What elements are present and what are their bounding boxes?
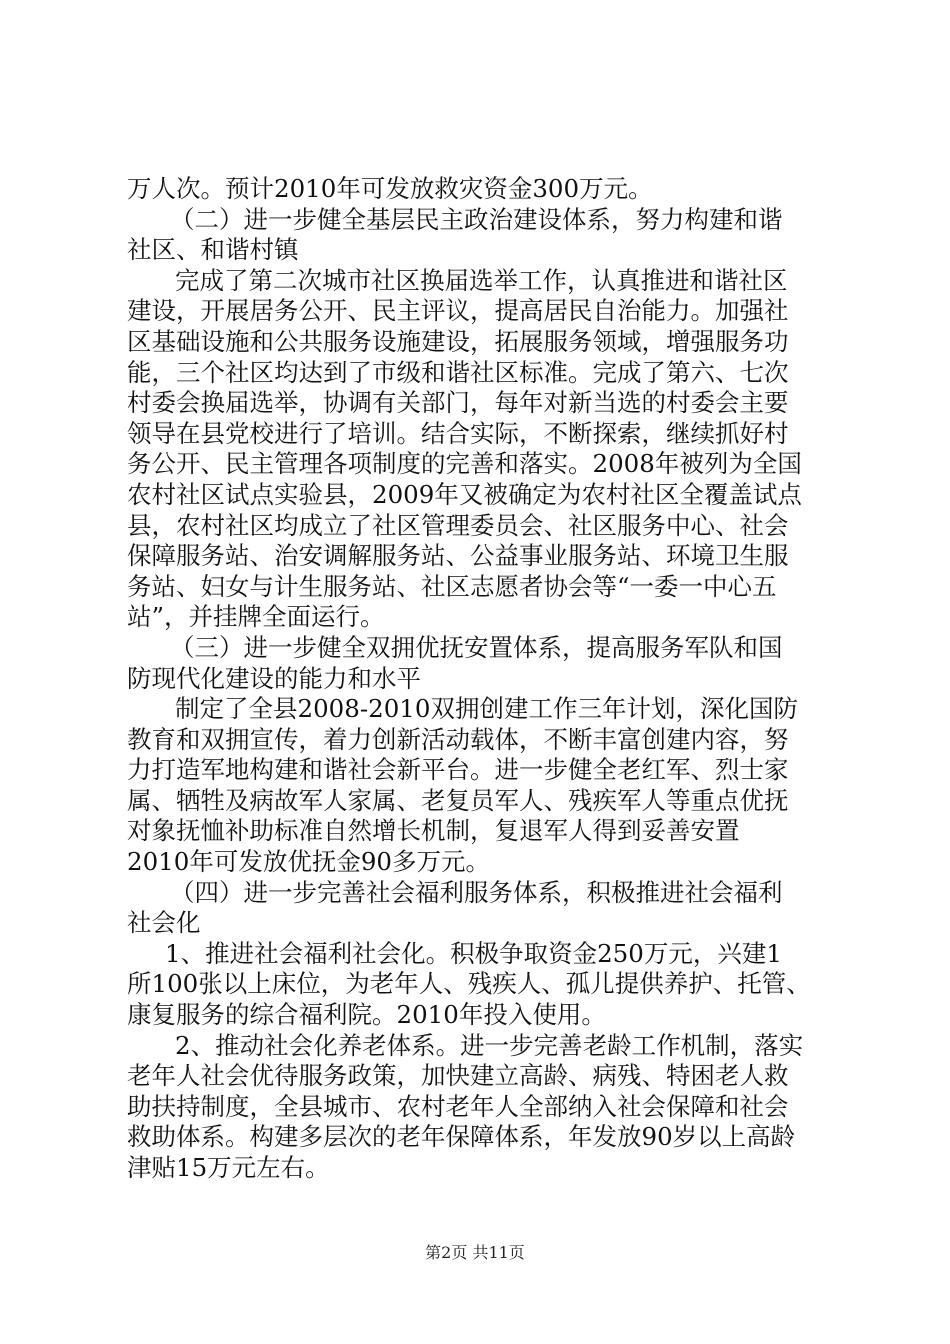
section-heading: （四）进一步完善社会福利服务体系，积极推进社会福利: [170, 878, 783, 907]
section-heading: （三）进一步健全双拥优抚安置体系，提高服务军队和国: [170, 633, 783, 662]
text-line: 保障服务站、治安调解服务站、公益事业服务站、环境卫生服: [127, 541, 789, 570]
text-line: 务站、妇女与计生服务站、社区志愿者协会等“一委一中心五: [127, 572, 777, 601]
text-line: 领导在县党校进行了培训。结合实际，不断探索，继续抓好村: [127, 419, 789, 448]
text-line: 区基础设施和公共服务设施建设，拓展服务领域，增强服务功: [127, 327, 789, 356]
text-line: 完成了第二次城市社区换届选举工作，认真推进和谐社区: [175, 266, 788, 295]
text-line: 2010年可发放优抚金90多万元。: [127, 847, 491, 876]
page-number-footer: 第2页 共11页: [425, 1243, 525, 1262]
text-line: 属、牺牲及病故军人家属、老复员军人、残疾军人等重点优抚: [127, 786, 789, 815]
section-heading: （二）进一步健全基层民主政治建设体系，努力构建和谐: [170, 205, 783, 234]
text-line: 能，三个社区均达到了市级和谐社区标准。完成了第六、七次: [127, 358, 789, 387]
text-line: 老年人社会优待服务政策，加快建立高龄、病残、特困老人救: [127, 1061, 789, 1090]
text-line: 所100张以上床位，为老年人、残疾人、孤儿提供养护、托管、: [127, 969, 811, 998]
text-line: 万人次。预计2010年可发放救灾资金300万元。: [127, 174, 653, 203]
text-line: 农村社区试点实验县，2009年又被确定为农村社区全覆盖试点: [127, 480, 802, 509]
text-line: 救助体系。构建多层次的老年保障体系，年发放90岁以上高龄: [127, 1122, 796, 1151]
text-line: 康复服务的综合福利院。2010年投入使用。: [127, 1000, 606, 1029]
text-line: 2、推动社会化养老体系。进一步完善老龄工作机制，落实: [175, 1031, 804, 1060]
text-line: 津贴15万元左右。: [127, 1153, 330, 1182]
text-line: 力打造军地构建和谐社会新平台。进一步健全老红军、烈士家: [127, 755, 789, 784]
text-line: 教育和双拥宣传，着力创新活动载体，不断丰富创建内容，努: [127, 725, 789, 754]
text-line: 建设，开展居务公开、民主评议，提高居民自治能力。加强社: [127, 296, 789, 325]
text-line: 村委会换届选举，协调有关部门，每年对新当选的村委会主要: [127, 388, 789, 417]
section-heading: 防现代化建设的能力和水平: [127, 664, 421, 693]
section-heading: 社区、和谐村镇: [127, 235, 299, 264]
text-line: 务公开、民主管理各项制度的完善和落实。2008年被列为全国: [127, 449, 802, 478]
text-line: 1、推进社会福利社会化。积极争取资金250万元，兴建1: [165, 939, 782, 968]
text-line: 制定了全县2008-2010双拥创建工作三年计划，深化国防: [175, 694, 798, 723]
text-line: 对象抚恤补助标准自然增长机制，复退军人得到妥善安置: [127, 816, 740, 845]
text-line: 县，农村社区均成立了社区管理委员会、社区服务中心、社会: [127, 511, 789, 540]
text-line: 助扶持制度，全县城市、农村老年人全部纳入社会保障和社会: [127, 1092, 789, 1121]
text-line: 站”，并挂牌全面运行。: [127, 602, 385, 631]
section-heading: 社会化: [127, 908, 201, 937]
